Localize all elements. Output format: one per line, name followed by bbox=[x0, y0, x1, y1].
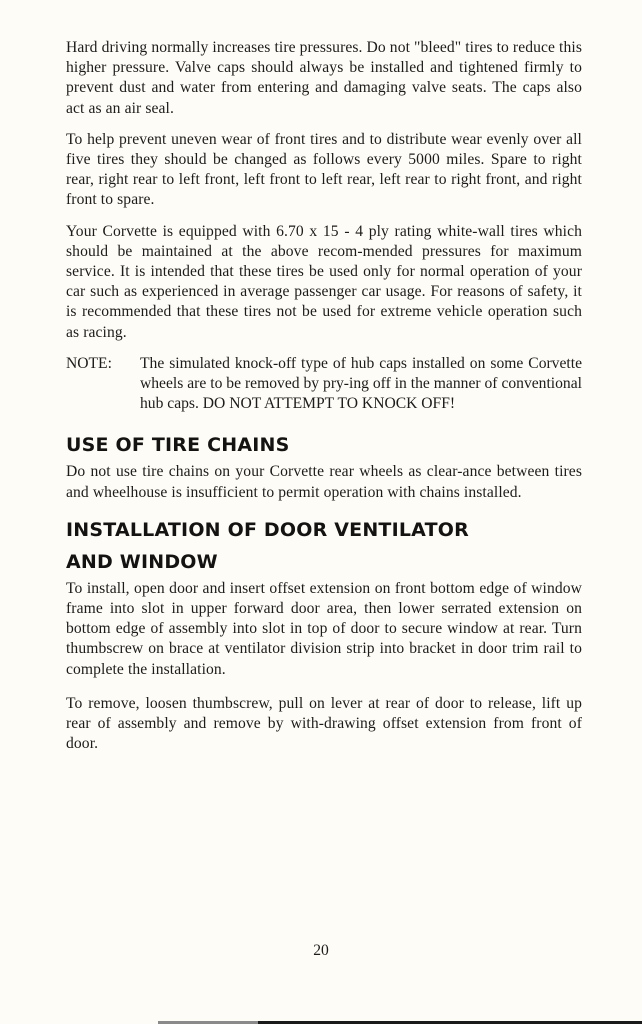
heading-tire-chains: USE OF TIRE CHAINS bbox=[66, 434, 290, 457]
heading-door-ventilator-line2: AND WINDOW bbox=[66, 550, 218, 573]
paragraph-remove-window: To remove, loosen thumbscrew, pull on lever at rear of door to release, lift up rear of assembly and remove by with-drawing offset extension from front of door. bbox=[66, 694, 582, 753]
heading-door-ventilator-line1: INSTALLATION OF DOOR VENTILATOR bbox=[66, 518, 469, 541]
note-label: NOTE: bbox=[66, 354, 112, 372]
note-text: The simulated knock-off type of hub caps installed on some Corvette wheels are to be removed by pry-ing off in the manner of conventional hub caps. DO NOT ATTEMPT TO KNOCK OFF! bbox=[140, 354, 582, 413]
paragraph-tire-chains: Do not use tire chains on your Corvette rear wheels as clear-ance between tires and wheelhouse is insufficient to permit operation with chains installed. bbox=[66, 463, 582, 501]
paragraph-tire-spec: Your Corvette is equipped with 6.70 x 15 - 4 ply rating white-wall tires which should be maintained at the above recom-mended pressures for maximum service. It is intended that these tires be used only for normal operation of your car such as experienced in average passenger car usage. For reasons of safety, it is recommended that these tires not be used for extreme vehicle operation such as racing. bbox=[66, 222, 582, 341]
paragraph-tire-rotation: To help prevent uneven wear of front tires and to distribute wear evenly over all five tires they should be changed as follows every 5000 miles. Spare to right rear, right rear to left front, left front to left rear, left rear to right front, and right front to spare. bbox=[66, 130, 582, 209]
paragraph-tire-pressure: Hard driving normally increases tire pressures. Do not "bleed" tires to reduce this higher pressure. Valve caps should always be installed and tightened firmly to prevent dust and water from entering and damaging valve seats. The caps also act as an air seal. bbox=[66, 39, 582, 117]
page-number: 20 bbox=[313, 942, 329, 959]
paragraph-install-window: To install, open door and insert offset extension on front bottom edge of window frame into slot in upper forward door area, then lower serrated extension on bottom edge of assembly into slot in top of door to secure window at rear. Turn thumbscrew on brace at ventilator division strip into bracket in door trim rail to complete the installation. bbox=[66, 579, 582, 678]
manual-page bbox=[66, 38, 582, 765]
hub-cap-note bbox=[66, 354, 582, 415]
